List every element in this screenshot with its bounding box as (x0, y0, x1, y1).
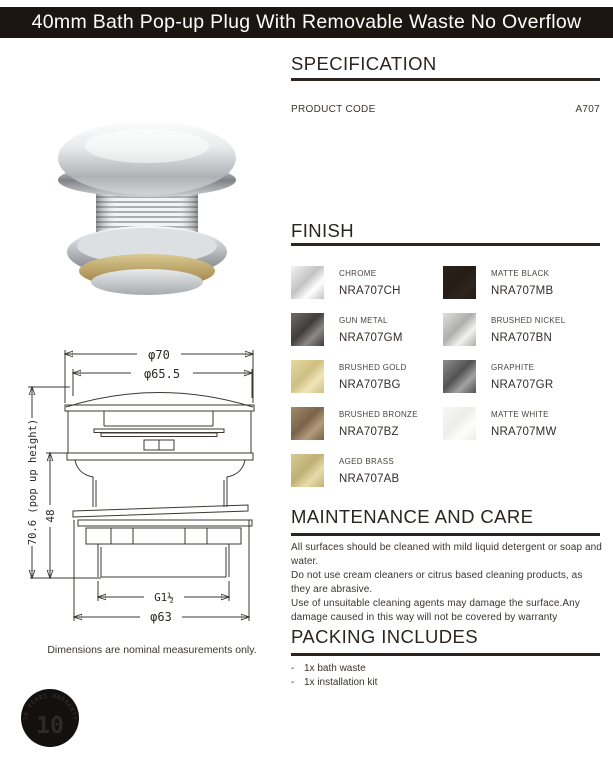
warranty-arc-text: 10 YEARS WARRANTY (22, 692, 78, 721)
finish-code: NRA707BZ (339, 426, 399, 438)
specification-heading: SPECIFICATION (291, 53, 437, 74)
packing-rule (291, 653, 600, 656)
finish-code: NRA707MW (491, 426, 557, 438)
finish-name: BRUSHED NICKEL (491, 316, 566, 325)
finish-swatch (443, 266, 476, 299)
finish-item (291, 266, 443, 313)
warranty-badge (20, 688, 80, 748)
maintenance-text (291, 541, 603, 625)
care-line: All surfaces should be cleaned with mild liquid detergent or soap and water. (291, 542, 602, 567)
dim-thread: G1½ (154, 591, 174, 604)
page-title: 40mm Bath Pop-up Plug With Removable Waste No Overflow (0, 7, 613, 38)
finish-name: CHROME (339, 269, 377, 278)
packing-list (291, 662, 377, 690)
finish-swatch (443, 407, 476, 440)
finish-code: NRA707AB (339, 473, 400, 485)
finish-item (443, 266, 607, 313)
product-photo (50, 106, 245, 301)
finish-item (291, 454, 443, 501)
finish-code: NRA707GR (491, 379, 554, 391)
product-code-value: A707 (575, 104, 600, 115)
packing-item-label: 1x installation kit (304, 677, 378, 688)
finish-item (443, 360, 607, 407)
care-line: Do not use cream cleaners or citrus based cleaning products, as they are abrasive. (291, 570, 583, 595)
dim-48: 48 (44, 509, 57, 523)
warranty-years: 10 (36, 713, 64, 739)
dim-top-inner: φ65.5 (143, 367, 181, 381)
finish-item (291, 313, 443, 360)
specification-rule (291, 78, 600, 81)
care-line: Use of unsuitable cleaning agents may damage the surface.Any damage caused in this way will not be covered by warranty (291, 598, 580, 623)
finish-rule (291, 243, 600, 246)
dim-pop-up-height: 70.6 (pop up height) (27, 418, 39, 546)
finish-name: BRUSHED GOLD (339, 363, 407, 372)
finish-item (443, 313, 607, 360)
packing-bullet: - (291, 677, 295, 688)
packing-bullet: - (291, 663, 295, 674)
technical-drawing (24, 336, 280, 636)
finish-name: BRUSHED BRONZE (339, 410, 418, 419)
packing-item (291, 676, 377, 690)
maintenance-heading: MAINTENANCE AND CARE (291, 506, 534, 527)
finish-code: NRA707BG (339, 379, 401, 391)
finish-swatch (291, 266, 324, 299)
finish-code: NRA707MB (491, 285, 554, 297)
finish-grid (291, 266, 607, 501)
dimensions-note: Dimensions are nominal measurements only. (47, 644, 257, 656)
finish-swatch (291, 360, 324, 393)
finish-item (443, 407, 607, 454)
maintenance-rule (291, 533, 600, 536)
finish-code: NRA707CH (339, 285, 401, 297)
packing-item (291, 662, 377, 676)
finish-swatch (443, 360, 476, 393)
packing-heading: PACKING INCLUDES (291, 626, 478, 647)
finish-code: NRA707GM (339, 332, 403, 344)
finish-code: NRA707BN (491, 332, 553, 344)
finish-swatch (291, 454, 324, 487)
finish-swatch (291, 407, 324, 440)
finish-name: GRAPHITE (491, 363, 535, 372)
finish-item (291, 360, 443, 407)
finish-name: MATTE BLACK (491, 269, 550, 278)
dim-bottom: φ63 (150, 610, 172, 624)
finish-item (291, 407, 443, 454)
product-code-row (291, 104, 600, 115)
packing-item-label: 1x bath waste (304, 663, 366, 674)
dim-top-outer: φ70 (148, 348, 170, 362)
product-code-label: PRODUCT CODE (291, 104, 376, 115)
finish-name: AGED BRASS (339, 457, 395, 466)
finish-heading: FINISH (291, 220, 355, 241)
finish-swatch (291, 313, 324, 346)
finish-name: MATTE WHITE (491, 410, 549, 419)
finish-name: GUN METAL (339, 316, 388, 325)
finish-swatch (443, 313, 476, 346)
